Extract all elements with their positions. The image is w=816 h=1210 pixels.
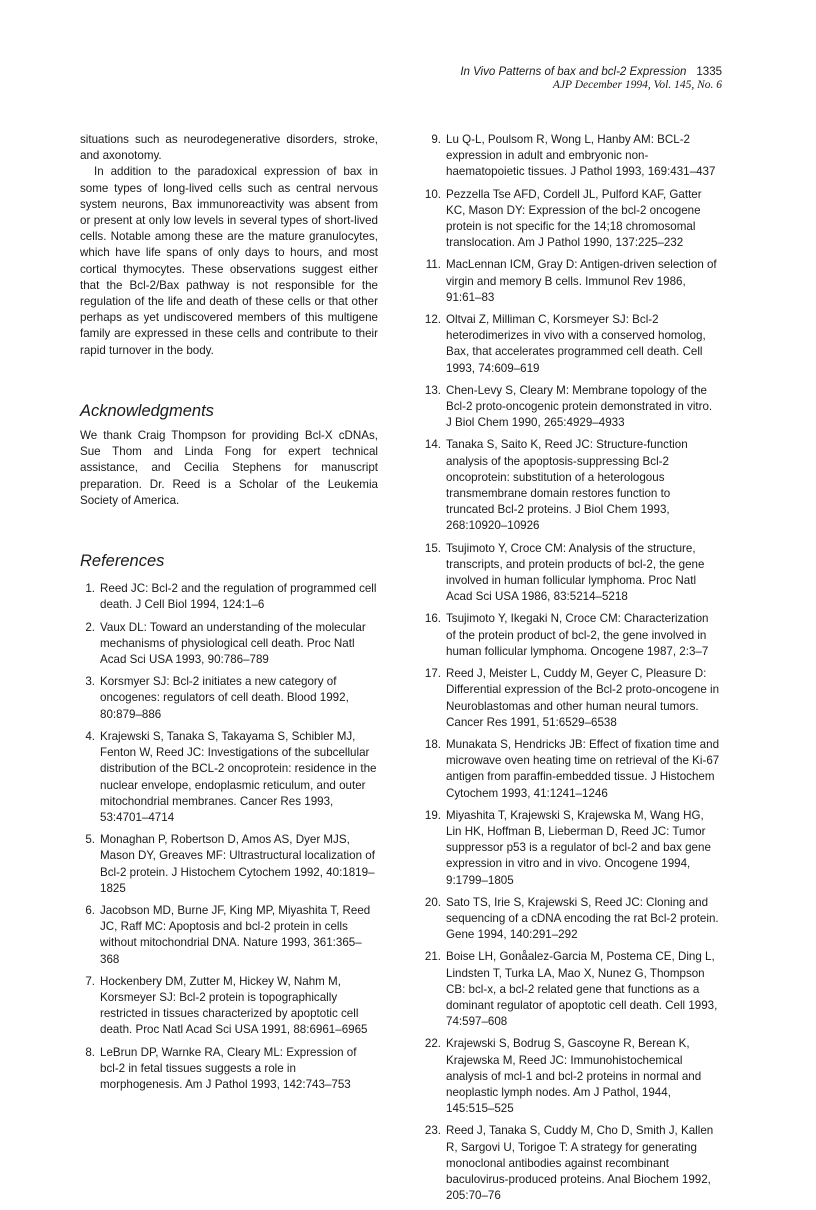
reference-item: 15. Tsujimoto Y, Croce CM: Analysis of the structure, transcripts, and protein products of bcl-2, the gene involved in human follicular lymphoma. Proc Natl Acad Sci USA 1986, 83:5214–5218 (424, 541, 705, 604)
reference-item: 16. Tsujimoto Y, Ikegaki N, Croce CM: Characterization of the protein product of bcl-2, the gene involved in human follicular lymphoma. Oncogene 1987, 2:3–7 (424, 612, 709, 658)
running-title: In Vivo Patterns of bax and bcl-2 Expression (460, 66, 687, 78)
references-heading: References (80, 552, 165, 571)
reference-item: 6. Jacobson MD, Burne JF, King MP, Miyashita T, Reed JC, Raff MC: Apoptosis and bcl-2 protein in cells without mitochondrial DNA. Nature 1993, 361:365–368 (85, 903, 371, 966)
reference-item: 19. Miyashita T, Krajewski S, Krajewska M, Wang HG, Lin HK, Hoffman B, Lieberman D, Reed JC: Tumor suppressor p53 is a regulator of bcl-2 and bax gene expression in vitro and in vivo. Oncogene 1994, 9:1799–1805 (424, 808, 711, 887)
reference-item: 10. Pezzella Tse AFD, Cordell JL, Pulford KAF, Gatter KC, Mason DY: Expression of the bcl-2 oncogene protein is not specific for the 14;18 chromosomal translocation. Am J Pathol 1990, 137:225–232 (424, 187, 702, 250)
reference-item: 18. Munakata S, Hendricks JB: Effect of fixation time and microwave oven heating time on retrieval of the Ki-67 antigen from paraffin-embedded tissue. J Histochem Cytochem 1993, 41:1241–1246 (424, 737, 720, 800)
running-header (460, 66, 722, 91)
reference-item: 23. Reed J, Tanaka S, Cuddy M, Cho D, Smith J, Kallen R, Sargovi U, Torigoe T: A strategy for generating monoclonal antibodies against recombinant baculovirus-produced proteins. Anal Biochem 1992, 205:70–76 (424, 1124, 714, 1203)
acknowledgments-text: We thank Craig Thompson for providing Bcl-X cDNAs, Sue Thom and Linda Fong for expert technical assistance, and Cecilia Stephens for manuscript preparation. Dr. Reed is a Scholar of the Leukemia Society of America. (80, 429, 378, 507)
body-paragraph-1: situations such as neurodegenerative disorders, stroke, and axonotomy. (80, 133, 378, 163)
reference-item: 4. Krajewski S, Tanaka S, Takayama S, Schibler MJ, Fenton W, Reed JC: Investigations of the subcellular distribution of the BCL-2 oncoprotein: residence in the nuclear envelope, endoplasmic reticulum, and outer mitochondrial membranes. Cancer Res 1993, 53:4701–4714 (85, 729, 377, 824)
reference-item: 1. Reed JC: Bcl-2 and the regulation of programmed cell death. J Cell Biol 1994, 124:1–6 (85, 582, 377, 612)
references-list-right (424, 132, 720, 1204)
reference-item: 21. Boise LH, Gonåalez-Garcia M, Postema CE, Ding L, Lindsten T, Turka LA, Mao X, Nunez G, Thompson CB: bcl-x, a bcl-2 related gene that functions as a dominant regulator of apoptotic cell death. Cell 1993, 74:597–608 (424, 950, 718, 1029)
references-list-left (80, 581, 378, 1093)
reference-item: 5. Monaghan P, Robertson D, Amos AS, Dyer MJS, Mason DY, Greaves MF: Ultrastructural localization of Bcl-2 protein. J Histochem Cytochem 1992, 40:1819–1825 (85, 833, 375, 895)
reference-item: 13. Chen-Levy S, Cleary M: Membrane topology of the Bcl-2 proto-oncogenic protein demonstrated in vitro. J Biol Chem 1990, 265:4929–4933 (424, 383, 713, 430)
reference-item: 20. Sato TS, Irie S, Krajewski S, Reed JC: Cloning and sequencing of a cDNA encoding the rat Bcl-2 protein. Gene 1994, 140:291–292 (424, 895, 719, 942)
acknowledgments-heading: Acknowledgments (80, 401, 214, 420)
reference-item: 12. Oltvai Z, Milliman C, Korsmeyer SJ: Bcl-2 heterodimerizes in vivo with a conserved homolog, Bax, that accelerates programmed cell death. Cell 1993, 74:609–619 (424, 313, 706, 375)
reference-item: 17. Reed J, Meister L, Cuddy M, Geyer C, Pleasure D: Differential expression of the Bcl-2 proto-oncogene in Neuroblastomas and other human neural tumors. Cancer Res 1991, 51:6529–6538 (424, 667, 720, 729)
journal-line: AJP December 1994, Vol. 145, No. 6 (552, 79, 722, 91)
left-column (80, 132, 378, 1099)
right-column (424, 132, 720, 1210)
reference-item: 14. Tanaka S, Saito K, Reed JC: Structure-function analysis of the apoptosis-suppressing Bcl-2 oncoprotein: substitution of a heterologous transmembrane domain restores function to truncated Bcl-2 proteins. J Biol Chem 1993, 268:10920–10926 (424, 438, 688, 533)
reference-item: 11. MacLennan ICM, Gray D: Antigen-driven selection of virgin and memory B cells. Immunol Rev 1986, 91:61–83 (425, 258, 717, 304)
body-paragraph-2: In addition to the paradoxical expression of bax in some types of long-lived cells such as central nervous system neurons, Bax immunoreactivity was absent from or present at only low levels in several types of short-lived cells. Notable among these are the mature granulocytes, which have life spans of only days to hours, and most cortical thymocytes. These observations suggest either that the Bcl-2/Bax pathway is not responsible for the regulation of the life and death of these cells or that other perhaps as yet undiscovered members of this multigene family are expressed in these cells and contribute to their rapid turnover in the body. (80, 165, 378, 357)
page-number: 1335 (696, 66, 722, 78)
reference-item: 2. Vaux DL: Toward an understanding of the molecular mechanisms of physiological cell death. Proc Natl Acad Sci USA 1993, 90:786–789 (85, 620, 366, 667)
reference-item: 3. Korsmyer SJ: Bcl-2 initiates a new category of oncogenes: regulators of cell death. Blood 1992, 80:879–886 (85, 675, 349, 721)
reference-item: 9. Lu Q-L, Poulsom R, Wong L, Hanby AM: BCL-2 expression in adult and embryonic non-haematopoietic tissues. J Pathol 1993, 169:431–437 (431, 133, 716, 179)
reference-item: 7. Hockenbery DM, Zutter M, Hickey W, Nahm M, Korsmeyer SJ: Bcl-2 protein is topographically restricted in tissues characterized by apoptotic cell death. Proc Natl Acad Sci USA 1991, 88:6961–6965 (85, 974, 368, 1037)
reference-item: 22. Krajewski S, Bodrug S, Gascoyne R, Berean K, Krajewska M, Reed JC: Immunohistochemical analysis of mcl-1 and bcl-2 proteins in normal and neoplastic lymph nodes. Am J Pathol, 1944, 145:515–525 (424, 1037, 702, 1116)
reference-item: 8. LeBrun DP, Warnke RA, Cleary ML: Expression of bcl-2 in fetal tissues suggests a role in morphogenesis. Am J Pathol 1993, 142:743–753 (85, 1045, 357, 1091)
